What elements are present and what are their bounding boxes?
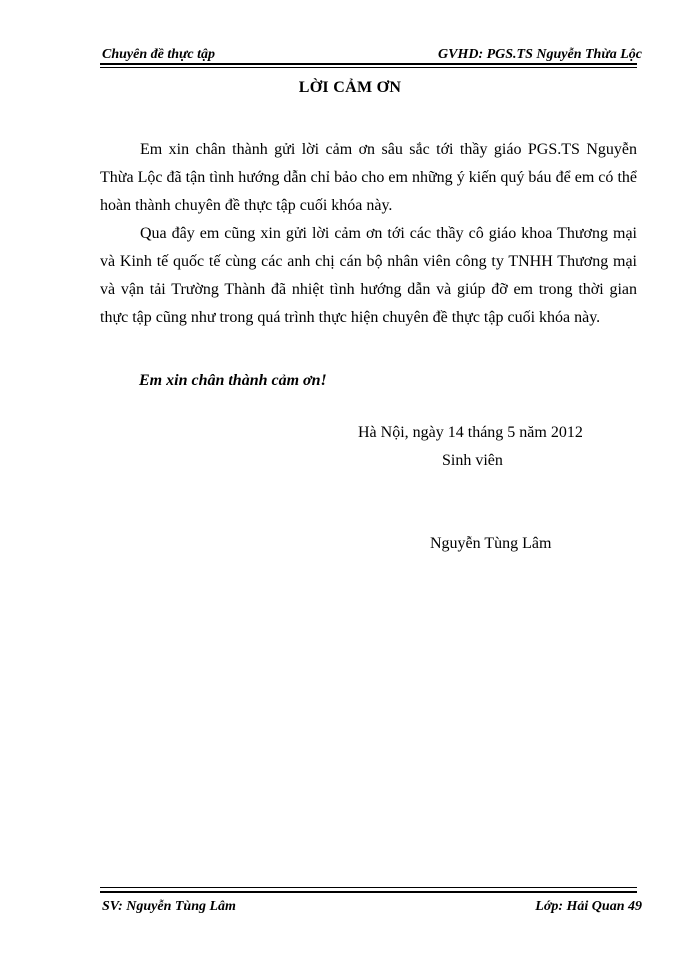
signature-role: Sinh viên (442, 452, 503, 469)
closing-thanks: Em xin chân thành cảm ơn! (139, 372, 327, 389)
paragraph-2: Qua đây em cũng xin gửi lời cảm ơn tới các thầy cô giáo khoa Thương mại và Kinh tế quốc tế cùng các anh chị cán bộ nhân viên công ty TNHH Thương mại và vận tải Trường Thành đã nhiệt tình hướng dẫn và giúp đỡ em trong thời gian thực tập cũng như trong quá trình thực hiện chuyên đề thực tập cuối khóa này. (100, 225, 637, 326)
page-title: LỜI CẢM ƠN (298, 79, 402, 96)
header-left-text: Chuyên đề thực tập (102, 47, 216, 62)
footer-left-text: SV: Nguyễn Tùng Lâm (102, 899, 236, 914)
header-right-text: GVHD: PGS.TS Nguyễn Thừa Lộc (438, 47, 642, 62)
signature-date: Hà Nội, ngày 14 tháng 5 năm 2012 (358, 424, 583, 441)
footer-right-text: Lớp: Hải Quan 49 (535, 899, 642, 914)
paragraph-1: Em xin chân thành gửi lời cảm ơn sâu sắc tới thầy giáo PGS.TS Nguyễn Thừa Lộc đã tận tình hướng dẫn chỉ bảo cho em những ý kiến quý báu để em có thể hoàn thành chuyên đề thực tập cuối khóa này. (100, 141, 637, 214)
signature-name: Nguyễn Tùng Lâm (430, 535, 552, 552)
